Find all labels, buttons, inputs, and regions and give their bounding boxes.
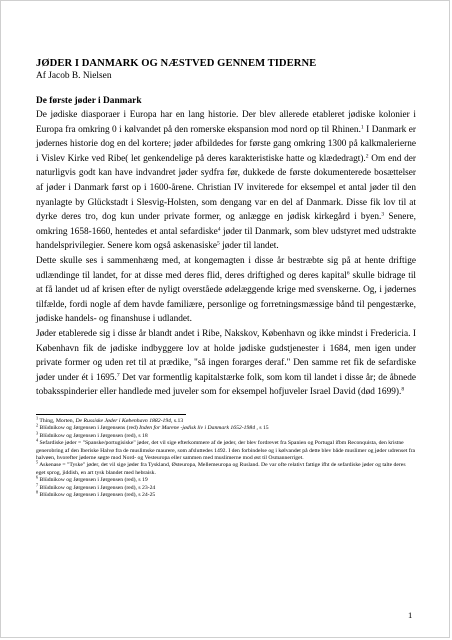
body-text	[36, 108, 416, 400]
italic-title: De Russiske Jøder i København 1882-194,	[75, 417, 173, 424]
paragraph-text: Senere, omkring 1658-1660, hentedes et antal sefardiske	[36, 212, 416, 237]
footnote-ref: 7	[36, 482, 39, 488]
paragraph-text: skulle bidrage til at få landet ud af krisen efter de nyligt overståede ødelæggende krige med svenskerne. Og, i jødernes tilfælde, fordi nogle af dem havde familiære, personlige og forretningsmæssige bånd til pengestærke, jødiske handels- og finanshuse i udlandet.	[36, 270, 416, 325]
footnote-ref: 7	[116, 372, 120, 379]
footnote-text: s.13	[172, 417, 184, 424]
footnote	[36, 459, 416, 477]
footnote	[36, 474, 416, 484]
footnote-separator	[36, 414, 186, 415]
footnote-text: Blüdnikow og Jørgensen i Jørgensen (red), s 24-25	[38, 491, 156, 498]
document-page	[36, 57, 416, 499]
paragraph-text: Om end der naturligvis godt kan have indvandret jøder sydfra før, dukkede de første dokumenterede bosættelser af jøder i Danmark først op i 1600-årene. Christian IV inviterede for eksempel et antal jøder til den nyanlagte by Glückstadt i Slesvig-Holsten, som dengang var en del af Danmark. Disse fik lov til at dyrke deres tro, dog kun under private former, og anlægge en jødisk kirkegård i byen.	[36, 153, 416, 223]
footnote-ref: 2	[36, 422, 39, 428]
section-heading: De første jøder i Danmark	[36, 96, 142, 106]
footnote-ref: 8	[401, 386, 405, 393]
italic-title: Inden for Murene -jødisk liv i Danmark 1652-1984	[139, 425, 256, 432]
footnote-text: Blüdnikow og Jørgensen i Jørgensen (red), s 19	[38, 477, 148, 484]
footnote	[36, 430, 416, 440]
document-author: Af Jacob B. Nielsen	[36, 71, 112, 81]
paragraph	[36, 327, 416, 400]
footnote-ref: 8	[36, 489, 39, 495]
footnotes	[36, 415, 416, 499]
footnote-ref: 6	[346, 270, 350, 277]
paragraph-text: De jødiske diasporaer i Europa har en lang historie. Der blev allerede etableret jødiske kolonier i Europa fra omkring 0 i kølvandet på den romerske ekspansion mod nord op til Rhinen.	[36, 110, 416, 135]
footnote	[36, 482, 416, 492]
footnote-ref: 1	[36, 415, 39, 421]
footnote-ref: 2	[365, 153, 369, 160]
footnote-text: , s 15	[255, 425, 269, 432]
footnote	[36, 437, 416, 462]
footnote-ref: 4	[217, 226, 221, 233]
footnote-text: Askenase = "Tyske" jøder, det vil sige jøder fra Tyskland, Østeuropa, Mellemeuropa og Rusland. De var ofte relativt fattige ifht de sefardiske jøder og talte deres eget sprog, jiddish, en art tysk blandet med hebraisk.	[36, 462, 406, 476]
paragraph-text: jøder til landet.	[219, 241, 279, 252]
footnote-ref: 4	[36, 437, 39, 443]
paragraph-text: Jøder etablerede sig i disse år blandt andet i Ribe, Nakskov, København og ikke mindst i Fredericia. I København fik de jødiske indbyggere lov at holde jødiske gudstjenester i 1684, men igen under private former og uden ret til at prædike, "så ingen forarges deraf." Den samme ret fik de sefardiske jøder under ét i 1695.	[36, 328, 416, 383]
footnote-text: Blüdnikow og Jørgensen i Jørgensen (red), s 23-24	[38, 484, 156, 491]
footnote-ref: 3	[36, 430, 39, 436]
footnote-ref: 1	[360, 124, 364, 131]
paragraph-text: Det var formentlig kapitalstærke folk, som kom til landet i disse år; de åbnede tobaksspinderier eller handlede med juveler som for eksempel hofjuveler Israel David (død 1699).	[36, 372, 416, 398]
paragraph-text: Dette skulle ses i sammenhæng med, at kongemagten i disse år bestræbte sig på at hente driftige udlændinge til landet, for at disse med deres flid, deres driftighed og deres kapital	[36, 255, 416, 281]
paragraph-text: jøder til Danmark, som blev udstyret med udstrakte handelsprivilegier. Senere kom også askenasiske	[36, 226, 416, 252]
footnote-text: Blüdnikow og Jørgensen i Jørgensen (red), s 18	[38, 432, 148, 439]
footnote-text: Thing, Morten,	[38, 417, 76, 424]
paragraph-text: I Danmark er jødernes historie dog en del kortere; jøder afbildedes for første gang omkring 1300 på kalkmalerierne i Vislev Kirke ved Ribe( let genkendelige på deres karakteristiske hatte og klædedragt).	[36, 124, 416, 164]
footnote	[36, 489, 416, 499]
paragraph	[36, 254, 416, 327]
page-number: 1	[408, 610, 413, 620]
footnote	[36, 422, 416, 432]
footnote-text: Blüdnikow og Jørgensen i Jørgensens (red)	[38, 425, 140, 432]
footnote-ref: 5	[216, 240, 220, 247]
footnote-ref: 6	[36, 474, 39, 480]
paragraph	[36, 108, 416, 254]
document-title: JØDER I DANMARK OG NÆSTVED GENNEM TIDERNE	[36, 58, 317, 69]
footnote-ref: 3	[381, 211, 385, 218]
footnote-ref: 5	[36, 459, 39, 465]
footnote-text: Sefardiske jøder = "Spanske/portugisiske" jøder, det vil sige efterkommere af de jøder, der blev fordrevet fra Spanien og Portugal ifbm Reconquista, den kristne generobring af den Iberiske Halvø fra de muslimske maurere, som afsluttedes 1492. I den forbindelse og i kølvandet på dette blev både muslimer og jøder udrenset fra halvøen, hvorefter jøderne søgte mod Nord- og Vesteuropa eller sammen med muslimerne mod øst til Osmannerriget.	[36, 440, 416, 461]
